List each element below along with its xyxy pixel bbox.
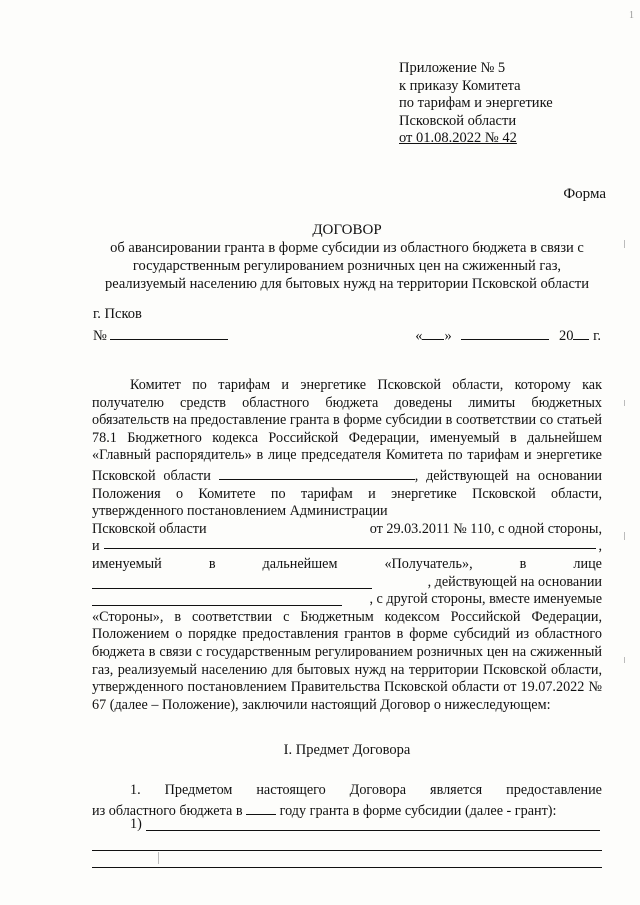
preamble-p1: Комитет по тарифам и энергетике Псковской области, которому как получателю средств областного бюджета доведены лимиты бюджетных обязательств на предоставление гранта в форме субсидии в соответствии со статьей 78.1 Бюджетного кодекса Российской Федерации, именуемый в дальнейшем «Главный распорядитель» в лице председателя Комитета по тарифам и энергетике Псковской области	[92, 377, 602, 484]
representative-blank[interactable]	[92, 574, 372, 589]
recipient-name-blank[interactable]	[104, 538, 597, 549]
word: Договора	[349, 782, 407, 798]
scan-mark	[624, 400, 625, 406]
preamble-text	[92, 377, 602, 714]
preamble-row	[92, 521, 602, 539]
preamble-p3: «Стороны», в соответствии с Бюджетным кодексом Российской Федерации, Положением о порядке предоставления грантов в форме субсидий из областного бюджета в связи с государственным регулированием розничных цен на сжиженный газ, реализуемый населению для бытовых нужд на территории Псковской области, утвержденного постановлением Правительства Псковской области от 19.07.2022 № 67 (далее – Положение), заключили настоящий Договор о нижеследующем:	[92, 608, 602, 713]
scan-mark	[624, 240, 625, 248]
preamble-paragraph	[92, 377, 602, 521]
contract-date-field	[415, 325, 601, 345]
year-suffix: г.	[593, 328, 601, 344]
title-line: об авансировании гранта в форме субсидии из областного бюджета в связи с	[110, 240, 584, 256]
title-line: государственным регулированием розничных цен на сжиженный газ,	[132, 258, 562, 274]
region-text: Псковской области	[92, 520, 207, 537]
preamble-p2: действующей на основании Положения о Комитете по тарифам и энергетике Псковской области, утвержденного постановлением Администрации	[92, 467, 603, 520]
month-blank[interactable]	[461, 325, 549, 340]
chairman-name-blank[interactable]	[219, 465, 415, 480]
number-date-line	[93, 325, 601, 345]
word: именуемый	[92, 555, 162, 572]
year-blank[interactable]	[246, 800, 276, 815]
comma: ,	[414, 467, 419, 484]
year-prefix: 20	[558, 328, 574, 344]
continuation-line[interactable]	[92, 867, 602, 868]
title-line: реализуемый населению для бытовых нужд на территории Псковской области	[105, 276, 589, 292]
decree-text: от 29.03.2011 № 110, с одной стороны,	[369, 520, 602, 537]
appendix-line: по тарифам и энергетике	[399, 95, 553, 111]
subclause-blank[interactable]	[146, 820, 600, 831]
clause-1	[92, 782, 602, 820]
appendix-line: к приказу Комитета	[399, 77, 521, 94]
document-title	[88, 221, 606, 293]
subclause-label: 1)	[130, 816, 142, 832]
acting-text: , действующей на основании	[427, 573, 602, 590]
word: в	[519, 555, 527, 572]
continuation-line[interactable]	[92, 850, 602, 851]
appendix-line: Псковской области	[399, 112, 517, 129]
word: дальнейшем	[262, 555, 338, 572]
scan-mark	[158, 852, 159, 864]
word: Предметом	[164, 782, 233, 798]
page-corner-mark: 1	[629, 10, 634, 21]
other-side-text: , с другой стороны, вместе именуемые	[369, 591, 602, 608]
clause-text: из областного бюджета в	[92, 802, 243, 819]
appendix-block	[399, 60, 553, 148]
word: является	[430, 782, 483, 798]
word: в	[208, 555, 216, 572]
appendix-line: Приложение № 5	[399, 60, 506, 76]
section-title: I. Предмет Договора	[283, 742, 411, 758]
acting-row	[92, 574, 602, 592]
named-row	[92, 556, 602, 574]
subclause-line	[92, 816, 602, 833]
basis-document-blank[interactable]	[92, 591, 342, 606]
date-quote: «	[415, 328, 423, 344]
and-row	[92, 538, 602, 556]
scan-mark	[624, 532, 625, 540]
day-blank[interactable]	[422, 325, 444, 340]
word: лице	[573, 555, 602, 572]
word: настоящего	[256, 782, 326, 798]
number-sign: №	[93, 328, 107, 344]
form-label: Форма	[563, 186, 606, 202]
other-side-row	[92, 591, 602, 609]
clause-line	[92, 782, 602, 800]
word: предоставление	[506, 782, 602, 798]
city-label: г. Псков	[93, 306, 142, 322]
word: «Получатель»,	[384, 555, 473, 572]
clause-text: году гранта в форме субсидии (далее - грант):	[279, 802, 557, 819]
scan-mark	[624, 657, 625, 663]
comma: ,	[598, 538, 602, 555]
word: 1.	[130, 782, 141, 798]
year-blank[interactable]	[573, 325, 589, 340]
contract-number-field	[93, 325, 228, 345]
number-blank[interactable]	[110, 325, 228, 340]
and-text: и	[92, 538, 100, 555]
date-quote: »	[444, 328, 452, 344]
title-heading: ДОГОВОР	[312, 222, 382, 238]
appendix-date-line: от 01.08.2022 № 42	[399, 130, 517, 146]
